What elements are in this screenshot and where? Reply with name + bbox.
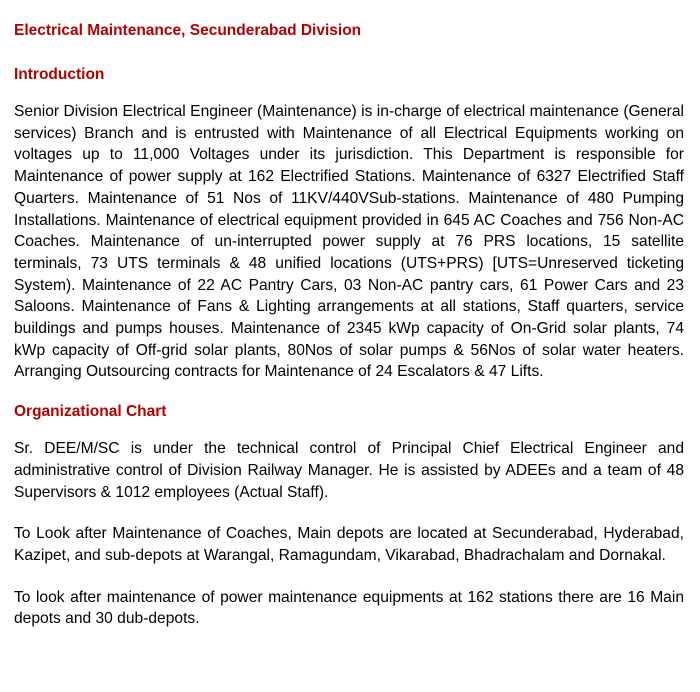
introduction-paragraph: Senior Division Electrical Engineer (Maintenance) is in-charge of electrical maintenance (General services) Branch and is entrusted with Maintenance of all Electrical Equipments working on voltages up to 11,000 Voltages under its jurisdiction. This Department is responsible for Maintenance of power supply at 162 Electrified Stations. Maintenance of 6327 Electrified Staff Quarters. Maintenance of 51 Nos of 11KV/440VSub-stations. Maintenance of 480 Pumping Installations. Maintenance of electrical equipment provided in 645 AC Coaches and 756 Non-AC Coaches. Maintenance of un-interrupted power supply at 76 PRS locations, 15 satellite terminals, 73 UTS terminals & 48 unified locations (UTS+PRS) [UTS=Unreserved ticketing System). Maintenance of 22 AC Pantry Cars, 03 Non-AC pantry cars, 61 Power Cars and 23 Saloons. Maintenance of Fans & Lighting arrangements at all stations, Staff quarters, service buildings and pumps houses. Maintenance of 2345 kWp capacity of On-Grid solar plants, 74 kWp capacity of Off-grid solar plants, 80Nos of solar pumps & 56Nos of solar water heaters. Arranging Outsourcing contracts for Maintenance of 24 Escalators & 47 Lifts. — [14, 103, 684, 381]
section-heading-introduction: Introduction — [14, 66, 105, 83]
section-heading-organizational-chart: Organizational Chart — [14, 403, 167, 421]
section-introduction — [14, 66, 684, 383]
page-title: Electrical Maintenance, Secunderabad Division — [14, 22, 362, 39]
org-chart-paragraph-power-depots: To look after maintenance of power maintenance equipments at 162 stations there are 16 Main depots and 30 dub-depots. — [14, 588, 684, 628]
org-chart-paragraph-control: Sr. DEE/M/SC is under the technical control of Principal Chief Electrical Engineer and administrative control of Division Railway Manager. He is assisted by ADEEs and a team of 48 Supervisors & 1012 employees (Actual Staff). — [14, 440, 684, 501]
org-chart-paragraph-coach-depots: To Look after Maintenance of Coaches, Main depots are located at Secunderabad, Hyderabad, Kazipet, and sub-depots at Warangal, Ramagundam, Vikarabad, Bhadrachalam and Dornakal. — [14, 525, 684, 564]
section-organizational-chart — [14, 403, 684, 630]
